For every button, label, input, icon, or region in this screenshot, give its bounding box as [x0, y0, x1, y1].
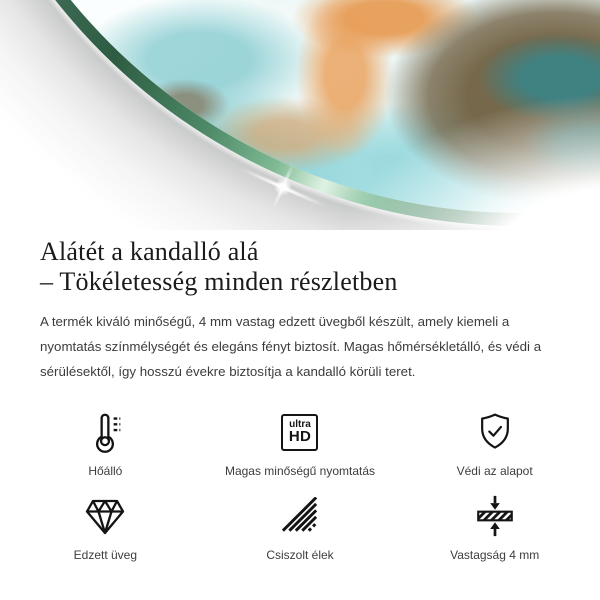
feature-label: Csiszolt élek [266, 548, 334, 562]
sparkle-glow [274, 178, 292, 196]
feature-label: Magas minőségű nyomtatás [224, 464, 376, 478]
feature-icon-box [472, 492, 518, 540]
polished-edges-icon [278, 497, 322, 535]
ultra-hd-badge-icon [281, 414, 318, 451]
shield-check-icon [473, 410, 517, 454]
page-title [40, 237, 600, 297]
feature-label: Hőálló [88, 464, 123, 478]
feature-icon-box [81, 492, 129, 540]
feature-icon-box [281, 408, 318, 456]
thermometer-icon [82, 409, 128, 455]
feature-label: Védi az alapot [456, 464, 533, 478]
sparkle-highlight-icon [235, 140, 331, 230]
feature-thickness [397, 492, 592, 562]
product-photo [0, 0, 600, 230]
feature-label: Edzett üveg [73, 548, 138, 562]
page-title-line2: – Tökéletesség minden részletben [40, 267, 398, 296]
feature-label: Vastagság 4 mm [450, 548, 540, 562]
feature-icon-box [82, 408, 128, 456]
diamond-icon [81, 494, 129, 538]
page-title-line1: Alátét a kandalló alá [40, 237, 259, 266]
feature-polished-edges [203, 492, 398, 562]
feature-icon-box [473, 408, 517, 456]
product-description: A termék kiváló minőségű, 4 mm vastag edzett üvegből készült, amely kiemeli a nyomtatás színmélységét és elegáns fényt biztosít. Magas hőmérsékletálló, és védi a sérülésektől, így hosszú évekre biztosítja a kandalló körüli teret. [40, 314, 542, 379]
feature-heat-resistant [8, 408, 203, 478]
feature-tempered-glass [8, 492, 203, 562]
feature-grid [8, 408, 592, 562]
feature-hd-print [203, 408, 398, 478]
ultra-hd-badge-top-text: ultra [289, 419, 311, 430]
thickness-arrows-icon [472, 493, 518, 539]
feature-icon-box [278, 492, 322, 540]
feature-protects-base [397, 408, 592, 478]
ultra-hd-badge-bottom-text: HD [288, 428, 312, 445]
